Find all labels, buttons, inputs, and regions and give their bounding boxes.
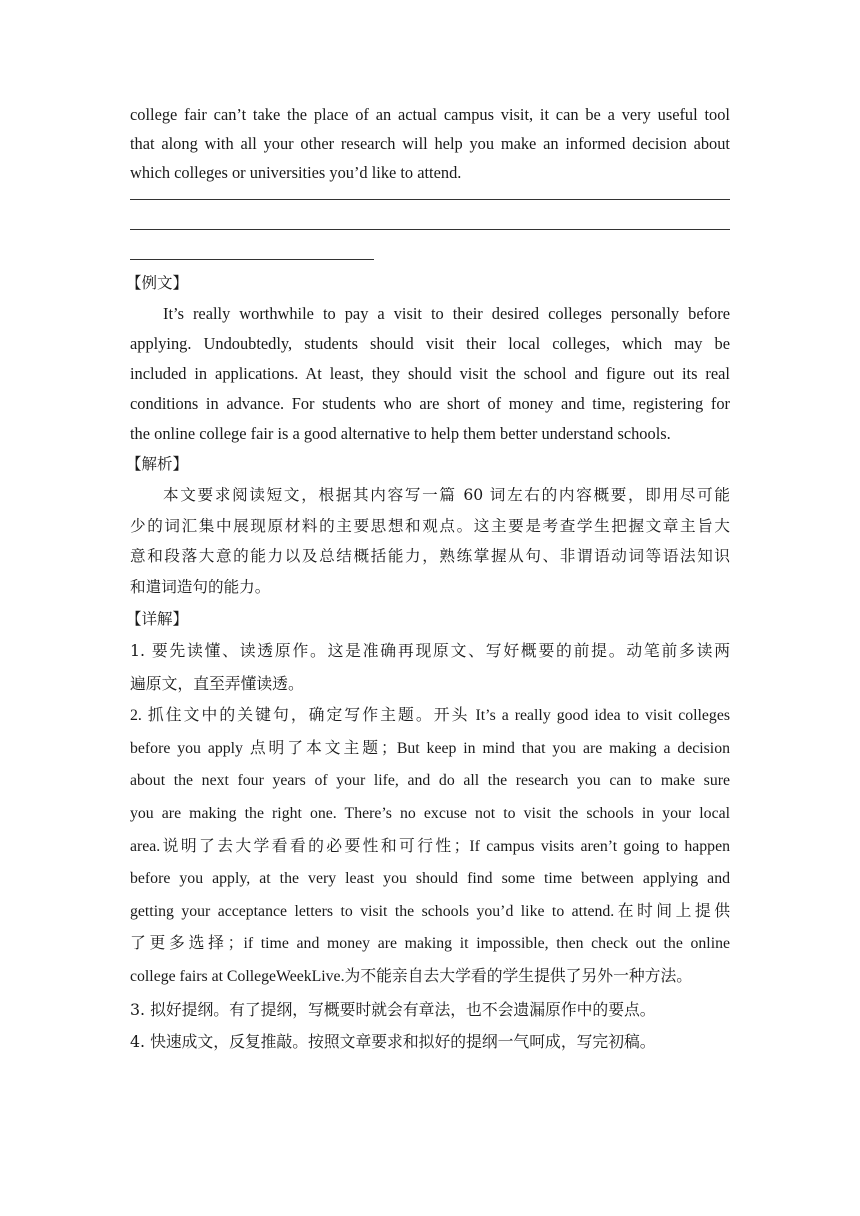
model-essay-line: conditions in advance. For students who are short of money and time, registering for — [130, 394, 730, 413]
analysis-line: 意和段落大意的能力以及总结概括能力，熟练掌握从句、非谓语动词等语法知识 — [130, 547, 730, 565]
details-line: college fairs at CollegeWeekLive.为不能亲自去大学看的学生提供了另外一种方法。 — [130, 967, 693, 985]
answer-blank-line[interactable] — [130, 199, 730, 200]
model-essay-line: included in applications. At least, they should visit the school and figure out its real — [130, 364, 730, 383]
details-section — [126, 604, 730, 1059]
details-heading: 【详解】 — [126, 610, 189, 628]
answer-blank-line[interactable] — [130, 229, 730, 230]
details-line: 2. 抓住文中的关键句，确定写作主题。开头 It’s a really good idea to visit colleges — [130, 707, 730, 725]
answer-lines[interactable] — [130, 199, 730, 260]
details-line: 遍原文，直至弄懂读透。 — [130, 673, 304, 693]
intro-line: college fair can’t take the place of an actual campus visit, it can be a very useful tool — [130, 105, 730, 124]
details-line: 4. 快速成文，反复推敲。按照文章要求和拟好的提纲一气呵成，写完初稿。 — [130, 1032, 656, 1052]
answer-blank-line[interactable] — [130, 259, 374, 260]
model-essay-section — [126, 268, 730, 449]
details-line: about the next four years of your life, and do all the research you can to make sure — [130, 772, 730, 790]
model-essay-line: applying. Undoubtedly, students should visit their local colleges, which may be — [130, 334, 730, 353]
analysis-heading: 【解析】 — [126, 455, 189, 473]
details-line: getting your acceptance letters to visit the schools you’d like to attend.在时间上提供 — [130, 902, 730, 920]
intro-line: which colleges or universities you’d like to attend. — [130, 163, 462, 182]
details-line: area.说明了去大学看看的必要性和可行性；If campus visits aren’t going to happen — [130, 837, 730, 855]
details-line: before you apply 点明了本文主题；But keep in mind that you are making a decision — [130, 739, 730, 757]
analysis-line: 和遣词造句的能力。 — [130, 577, 271, 596]
document-page — [126, 100, 730, 1059]
intro-line: that along with all your other research will help you make an informed decision about — [130, 134, 730, 153]
analysis-section — [126, 449, 730, 602]
details-line: you are making the right one. There’s no excuse not to visit the schools in your local — [130, 804, 730, 822]
analysis-line: 本文要求阅读短文，根据其内容写一篇 60 词左右的内容概要，即用尽可能 — [163, 486, 730, 504]
model-essay-line: the online college fair is a good alternative to help them better understand schools. — [130, 424, 671, 443]
analysis-line: 少的词汇集中展现原材料的主要思想和观点。这主要是考查学生把握文章主旨大 — [130, 516, 730, 535]
details-line: 了更多选择；if time and money are making it impossible, then check out the online — [130, 935, 730, 953]
model-essay-line: It’s really worthwhile to pay a visit to their desired colleges personally before — [163, 304, 730, 323]
details-line: 1. 要先读懂、读透原作。这是准确再现原文、写好概要的前提。动笔前多读两 — [130, 641, 730, 660]
details-line: 3. 拟好提纲。有了提纲，写概要时就会有章法，也不会遗漏原作中的要点。 — [130, 999, 656, 1019]
details-line: before you apply, at the very least you should find some time between applying and — [130, 870, 730, 888]
intro-paragraph — [130, 100, 730, 187]
model-essay-heading: 【例文】 — [126, 274, 189, 292]
